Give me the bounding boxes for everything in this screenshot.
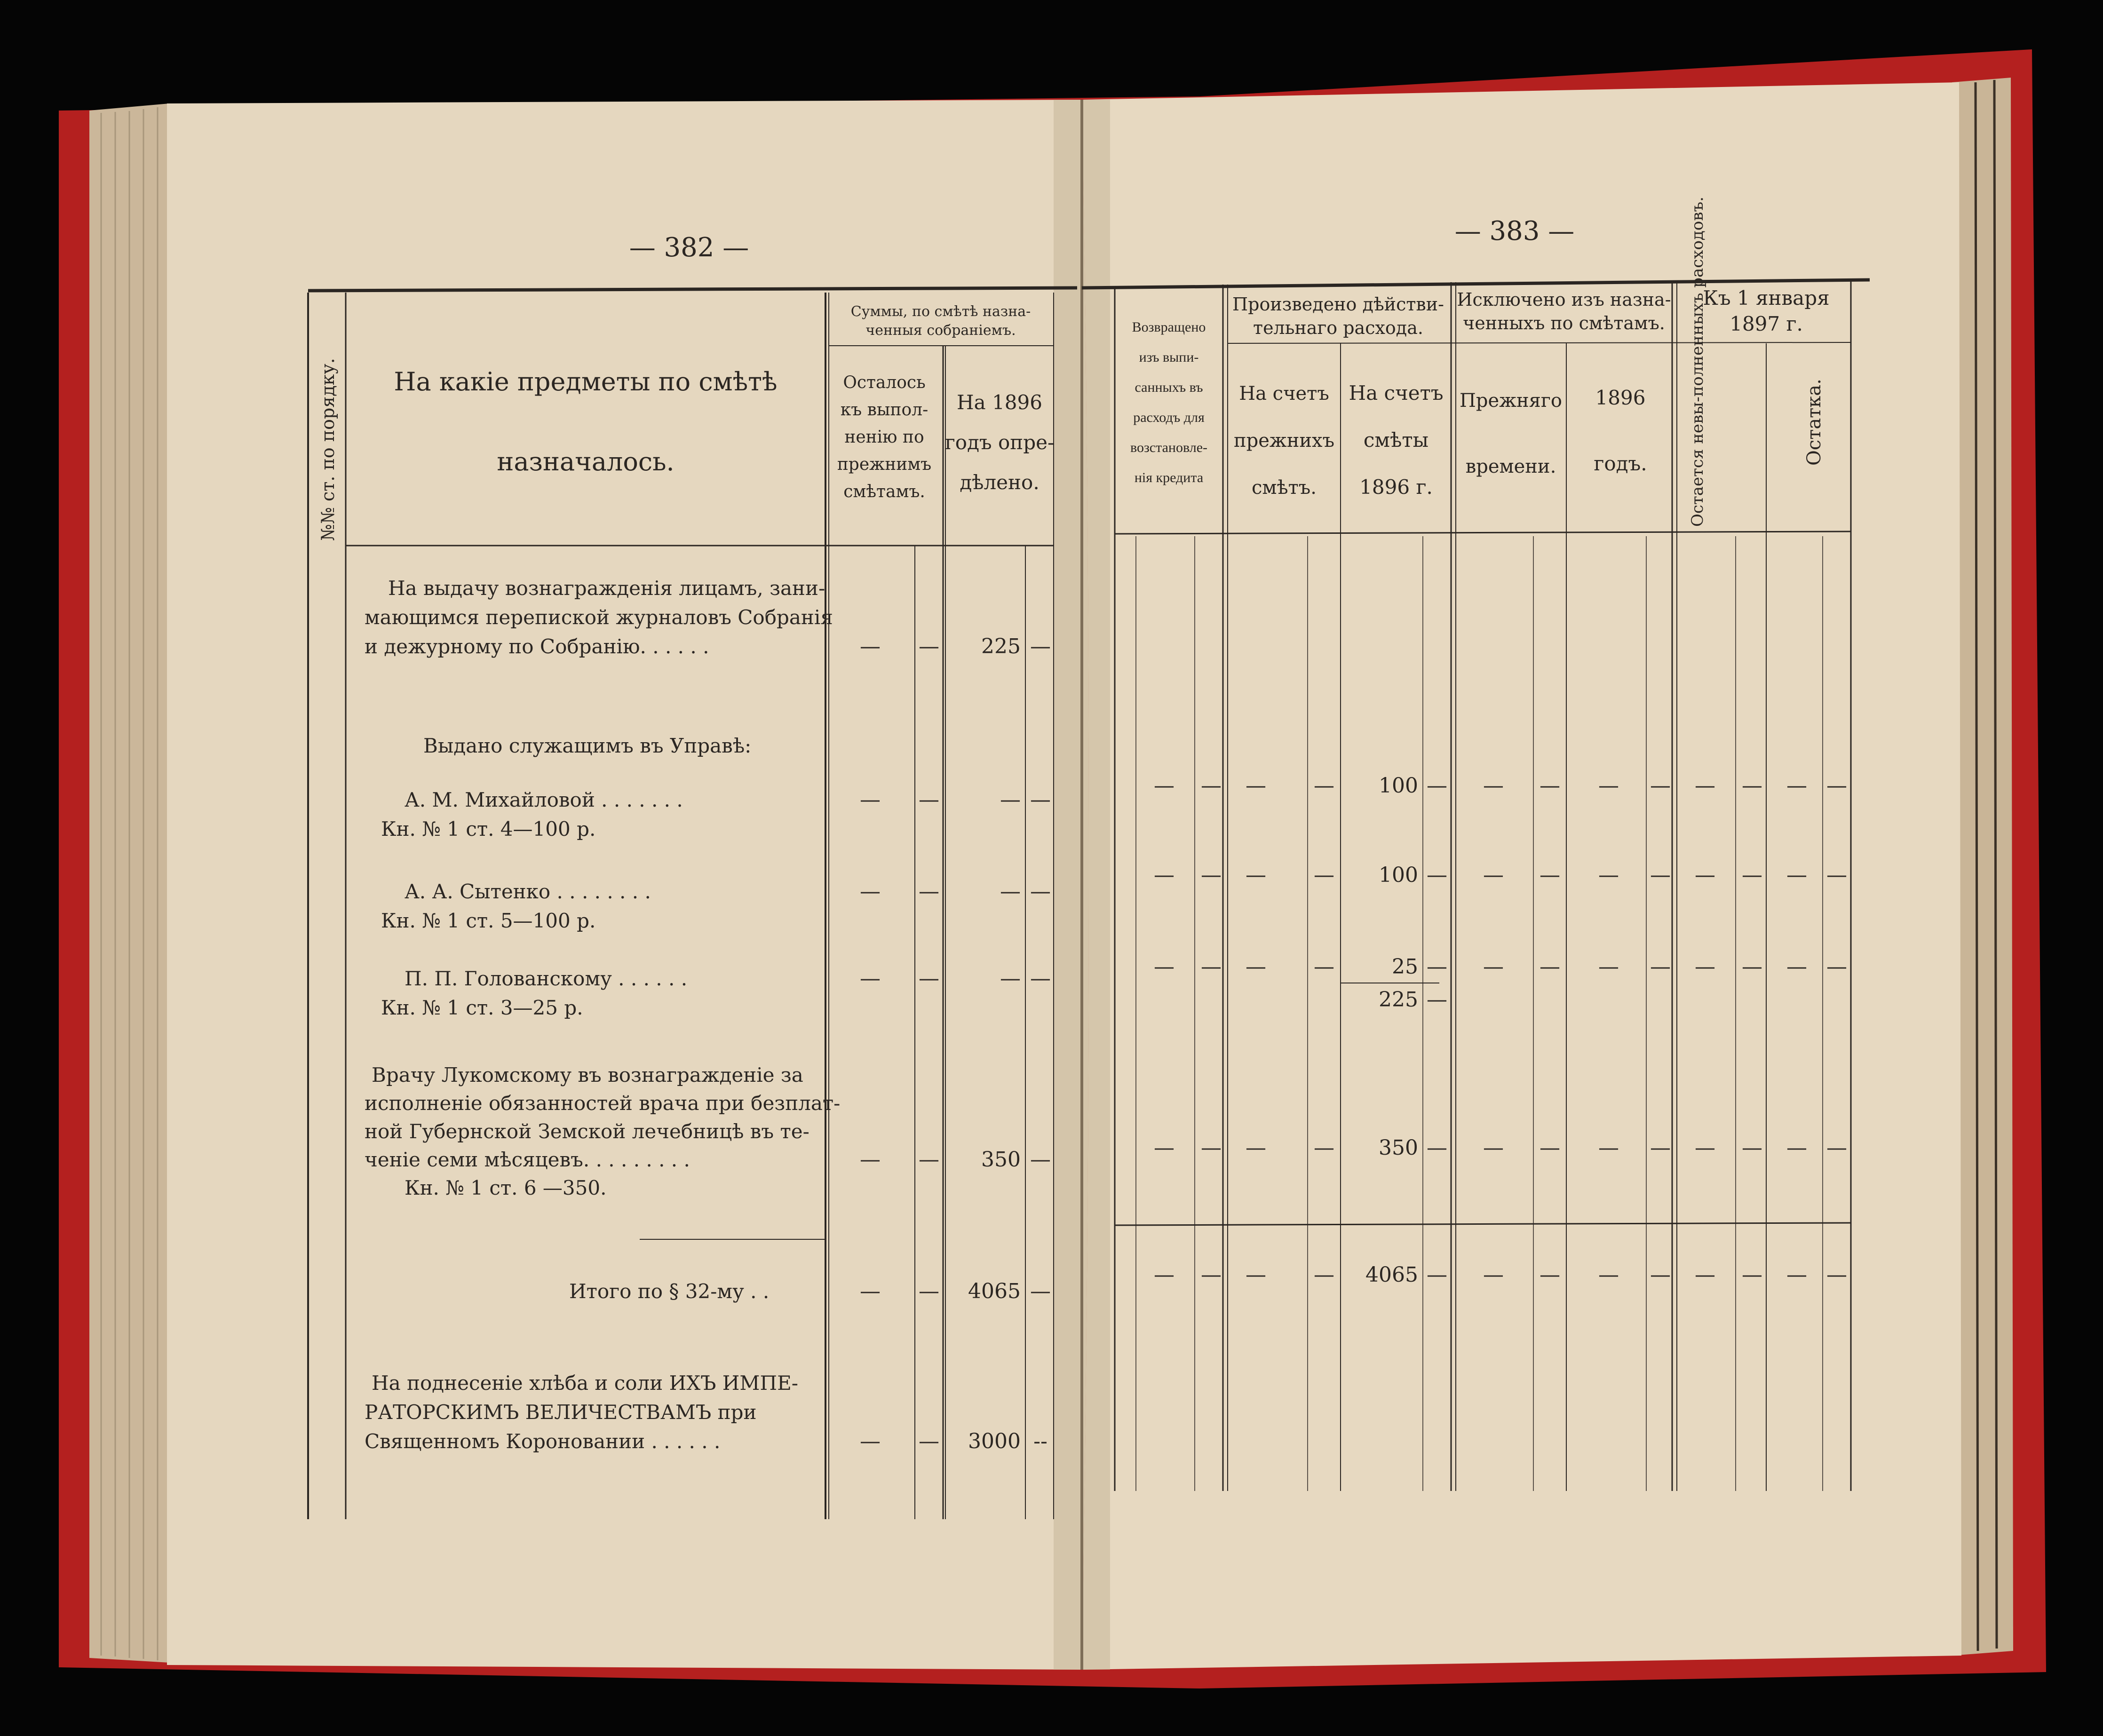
entry-text-line: Кн. № 1 ст. 5—100 р.	[381, 909, 596, 932]
entry-text-line: А. М. Михайловой . . . . . . .	[405, 788, 683, 811]
year-kopecks: —	[1030, 967, 1051, 991]
items-header-line: На какіе предметы по смѣтѣ	[394, 367, 778, 396]
entry-text-line: Кн. № 1 ст. 6 —350.	[405, 1176, 607, 1199]
spent-1896-line: смѣты	[1363, 428, 1429, 452]
empty-dash: —	[1650, 1263, 1671, 1287]
year-value: 350	[981, 1148, 1021, 1172]
spent-prev-line: прежнихъ	[1233, 430, 1335, 452]
entry-text-line: Итого по § 32-му . .	[569, 1280, 770, 1303]
spent-group-line: тельнаго расхода.	[1253, 317, 1423, 338]
entry-text-line: ной Губернской Земской лечебницѣ въ те-	[365, 1120, 809, 1143]
year-value: —	[1000, 967, 1021, 991]
empty-dash: —	[1246, 1263, 1266, 1287]
empty-dash: —	[1826, 955, 1847, 979]
empty-dash: —	[1786, 955, 1807, 979]
empty-dash: —	[1154, 774, 1175, 798]
year-header-line: дѣлено.	[960, 471, 1040, 494]
year-kopecks: —	[1030, 1279, 1051, 1303]
entry-text-line: мающимся перепиской журналовъ Собранія	[365, 606, 833, 629]
entry-text-line: исполненіе обязанностей врача при безплат-	[365, 1092, 841, 1115]
empty-dash: —	[1742, 1263, 1762, 1287]
empty-dash: —	[1201, 955, 1222, 979]
jan-group-line: Къ 1 января	[1703, 286, 1830, 309]
year-kopecks: —	[1030, 1148, 1051, 1172]
empty-dash: —	[1483, 1136, 1504, 1160]
empty-dash: —	[1246, 774, 1266, 798]
empty-dash: —	[1483, 774, 1504, 798]
empty-dash: —	[1650, 955, 1671, 979]
excluded-1896-line: годъ.	[1594, 452, 1647, 475]
remaining-value: —	[860, 880, 881, 904]
returned-header-line: возстановле-	[1130, 440, 1208, 455]
spent-1896-kopecks: —	[1427, 1263, 1447, 1287]
empty-dash: —	[1201, 1136, 1222, 1160]
empty-dash: —	[1154, 1263, 1175, 1287]
empty-dash: —	[1695, 1263, 1715, 1287]
empty-dash: —	[1598, 1136, 1619, 1160]
returned-header-line: Возвращено	[1132, 319, 1206, 335]
empty-dash: —	[1201, 1263, 1222, 1287]
empty-dash: —	[1540, 1136, 1560, 1160]
empty-dash: —	[1154, 955, 1175, 979]
empty-dash: —	[1786, 863, 1807, 887]
spent-1896-kopecks: —	[1427, 955, 1447, 979]
empty-dash: —	[1598, 863, 1619, 887]
returned-header-line: санныхъ въ	[1135, 380, 1203, 395]
remaining-kopecks: —	[919, 1148, 939, 1172]
empty-dash: —	[1786, 1263, 1807, 1287]
empty-dash: —	[1742, 955, 1762, 979]
empty-dash: —	[1598, 774, 1619, 798]
items-header-line: назначалось.	[497, 447, 675, 476]
entry-text-line: Священномъ Короновании . . . . . .	[365, 1430, 721, 1453]
empty-dash: —	[1483, 955, 1504, 979]
empty-dash: —	[1826, 774, 1847, 798]
empty-dash: —	[1540, 955, 1560, 979]
spent-prev-line: На счетъ	[1239, 383, 1329, 404]
empty-dash: —	[1826, 1263, 1847, 1287]
remaining-header-line: Осталось	[843, 373, 926, 392]
entry-text-line: На выдачу вознагражденія лицамъ, зани-	[388, 577, 825, 600]
page-number-left: — 382 —	[629, 232, 749, 263]
year-kopecks: —	[1030, 788, 1051, 812]
returned-header-line: нія кредита	[1134, 470, 1204, 485]
empty-dash: —	[1540, 774, 1560, 798]
empty-dash: —	[1650, 1136, 1671, 1160]
right-page-edges	[1952, 78, 2013, 1656]
entry-text-line: П. П. Голованскому . . . . . .	[405, 967, 688, 990]
spent-prev-line: смѣтъ.	[1252, 477, 1317, 499]
empty-dash: —	[1695, 1136, 1715, 1160]
empty-dash: —	[1314, 1263, 1334, 1287]
year-value: 4065	[968, 1279, 1021, 1303]
empty-dash: —	[1314, 863, 1334, 887]
spent-1896-value: 100	[1379, 863, 1418, 887]
year-header	[945, 391, 1054, 494]
empty-dash: —	[1314, 1136, 1334, 1160]
empty-dash: —	[1246, 955, 1266, 979]
remaining-value: —	[860, 1429, 881, 1453]
excluded-group-line: ченныхъ по смѣтамъ.	[1463, 313, 1665, 333]
remaining-header-line: ненію по	[844, 428, 924, 447]
remaining-header-line: смѣтамъ.	[843, 482, 925, 501]
entry-text-line: ченіе семи мѣсяцевъ. . . . . . . . .	[365, 1148, 690, 1171]
remaining-kopecks: —	[919, 1429, 939, 1453]
excluded-prev-line: времени.	[1465, 456, 1556, 477]
spent-1896-value: 225	[1379, 988, 1418, 1012]
page-number-right: — 383 —	[1454, 216, 1575, 246]
remaining-kopecks: —	[919, 788, 939, 812]
remaining-value: —	[860, 788, 881, 812]
entry-text-line: Выдано служащимъ въ Управѣ:	[423, 734, 752, 757]
spent-1896-kopecks: —	[1427, 863, 1447, 887]
remaining-header	[837, 373, 931, 501]
returned-header-line: изъ выпи-	[1139, 349, 1199, 365]
empty-dash: —	[1314, 955, 1334, 979]
empty-dash: —	[1742, 774, 1762, 798]
empty-dash: —	[1742, 863, 1762, 887]
remaining-value: —	[860, 967, 881, 991]
unspent-header: Остается невы-полненныхъ расходовъ.	[1688, 197, 1707, 527]
spent-1896-kopecks: —	[1427, 774, 1447, 798]
year-header-line: На 1896	[957, 391, 1042, 414]
empty-dash: —	[1246, 863, 1266, 887]
remaining-kopecks: —	[919, 967, 939, 991]
empty-dash: —	[1742, 1136, 1762, 1160]
entry-text-line: Врачу Лукомскому въ вознагражденіе за	[372, 1063, 803, 1086]
entry-text-line: Кн. № 1 ст. 4—100 р.	[381, 817, 596, 840]
empty-dash: —	[1650, 863, 1671, 887]
empty-dash: —	[1598, 1263, 1619, 1287]
empty-dash: —	[1540, 863, 1560, 887]
returned-header-line: расходъ для	[1133, 410, 1205, 425]
empty-dash: —	[1598, 955, 1619, 979]
empty-dash: —	[1786, 1136, 1807, 1160]
excluded-1896-line: 1896	[1595, 386, 1646, 409]
year-value: —	[1000, 880, 1021, 904]
remaining-value: —	[860, 634, 881, 658]
spent-1896-line: 1896 г.	[1359, 476, 1433, 499]
entry-text-line: и дежурному по Собранію. . . . . .	[365, 635, 709, 658]
entry-text-line: На поднесеніе хлѣба и соли ИХЪ ИМПЕ-	[372, 1371, 798, 1395]
year-kopecks: —	[1030, 634, 1051, 658]
empty-dash: —	[1201, 863, 1222, 887]
sums-header-line: Суммы, по смѣтѣ назна-	[850, 303, 1031, 320]
remaining-header-line: прежнимъ	[837, 455, 932, 474]
jan-group-line: 1897 г.	[1730, 312, 1803, 335]
year-value: 225	[981, 634, 1021, 658]
spent-1896-value: 350	[1379, 1136, 1418, 1160]
empty-dash: —	[1201, 774, 1222, 798]
empty-dash: —	[1246, 1136, 1266, 1160]
remaining-kopecks: —	[919, 880, 939, 904]
empty-dash: —	[1695, 774, 1715, 798]
remaining-value: —	[860, 1148, 881, 1172]
spent-1896-value: 100	[1379, 774, 1418, 798]
year-value: —	[1000, 788, 1021, 812]
spent-1896-value: 25	[1392, 955, 1418, 979]
empty-dash: —	[1483, 1263, 1504, 1287]
remaining-header-line: къ выпол-	[840, 400, 928, 420]
entry-text-line: Кн. № 1 ст. 3—25 р.	[381, 996, 583, 1019]
entry-text-line: А. А. Сытенко . . . . . . . .	[405, 880, 651, 903]
remaining-value: —	[860, 1279, 881, 1303]
spent-1896-line: На счетъ	[1349, 381, 1444, 404]
empty-dash: —	[1314, 774, 1334, 798]
empty-dash: —	[1826, 863, 1847, 887]
spent-group-line: Произведено дѣйстви-	[1232, 294, 1444, 315]
empty-dash: —	[1826, 1136, 1847, 1160]
empty-dash: —	[1695, 863, 1715, 887]
remaining-kopecks: —	[919, 1279, 939, 1303]
year-kopecks: —	[1030, 880, 1051, 904]
empty-dash: —	[1695, 955, 1715, 979]
year-value: 3000	[968, 1429, 1021, 1453]
excluded-group-line: Исключено изъ назна-	[1457, 289, 1671, 310]
empty-dash: —	[1154, 863, 1175, 887]
excluded-prev-line: Прежняго	[1460, 390, 1562, 412]
spent-1896-kopecks: —	[1427, 1136, 1447, 1160]
row-number-header: №№ ст. по порядку.	[317, 358, 338, 541]
balance-header: Остатка.	[1803, 379, 1825, 466]
empty-dash: —	[1786, 774, 1807, 798]
empty-dash: —	[1650, 774, 1671, 798]
spent-1896-kopecks: —	[1427, 988, 1447, 1012]
spent-1896-value: 4065	[1365, 1263, 1418, 1287]
entry-text-line: РАТОРСКИМЪ ВЕЛИЧЕСТВАМЪ при	[365, 1401, 757, 1424]
year-kopecks: --	[1033, 1429, 1048, 1453]
empty-dash: —	[1540, 1263, 1560, 1287]
sums-header-line: ченныя собраніемъ.	[865, 322, 1016, 339]
empty-dash: —	[1154, 1136, 1175, 1160]
remaining-kopecks: —	[919, 634, 939, 658]
year-header-line: годъ опре-	[944, 431, 1055, 454]
empty-dash: —	[1483, 863, 1504, 887]
